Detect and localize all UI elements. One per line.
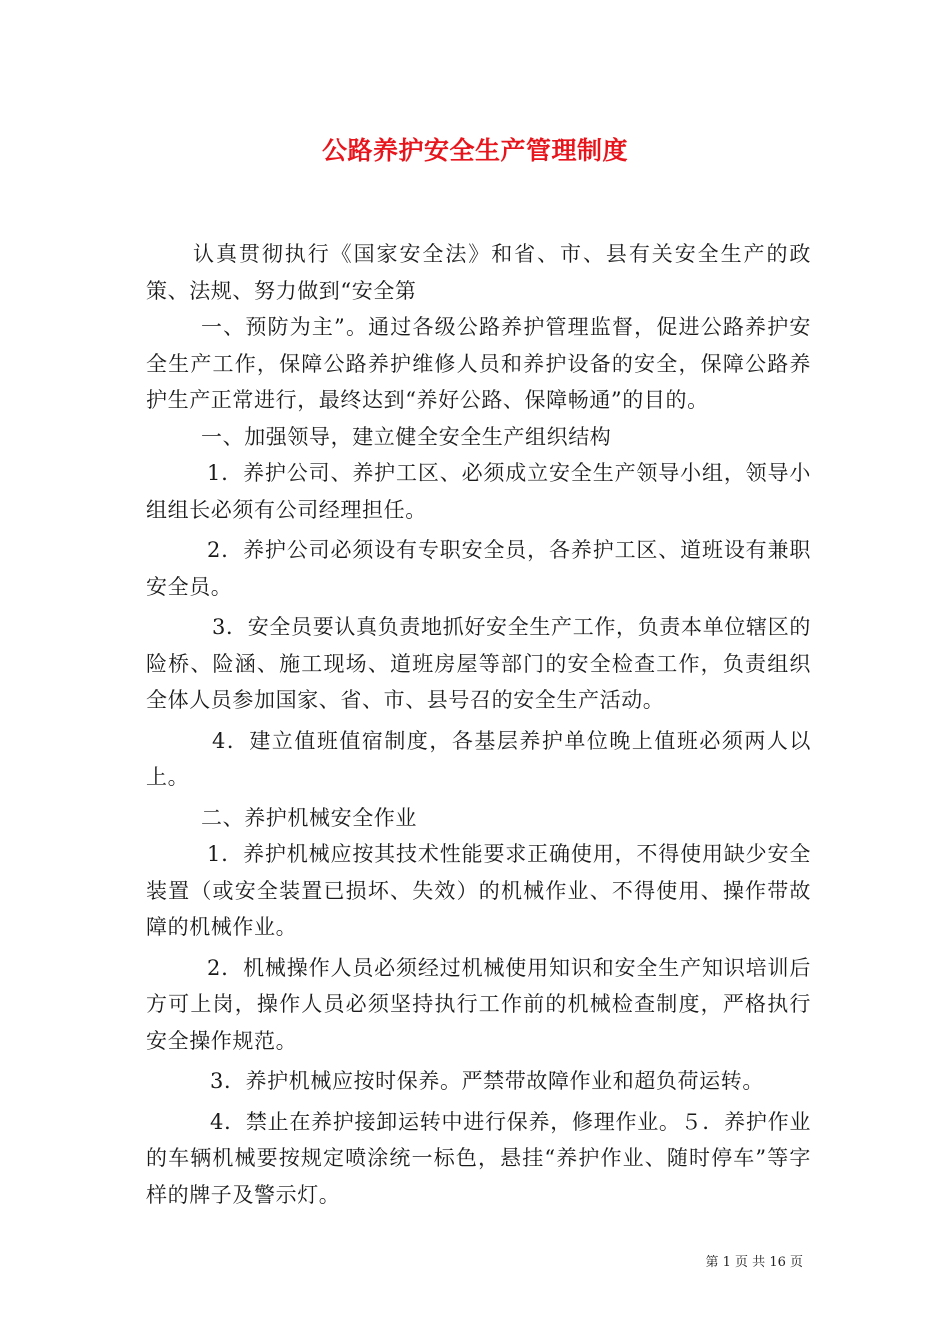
paragraph-intro-continued: 一、预防为主”。通过各级公路养护管理监督，促进公路养护安全生产工作，保障公路养护维修人员和养护设备的安全，保障公路养护生产正常进行，最终达到“养好公路、保障畅通”的目的。	[146, 315, 811, 412]
document-title: 公路养护安全生产管理制度	[321, 136, 628, 165]
section-1-item-3: 3．安全员要认真负责地抓好安全生产工作，负责本单位辖区的险桥、险涵、施工现场、道班房屋等部门的安全检查工作，负责组织全体人员参加国家、省、市、县号召的安全生产活动。	[146, 615, 811, 712]
section-2-item-1: 1．养护机械应按其技术性能要求正确使用，不得使用缺少安全装置（或安全装置已损坏、失效）的机械作业、不得使用、操作带故障的机械作业。	[146, 842, 811, 939]
section-2-item-2: 2．机械操作人员必须经过机械使用知识和安全生产知识培训后方可上岗，操作人员必须坚持执行工作前的机械检查制度，严格执行安全操作规范。	[146, 955, 811, 1053]
document-body	[146, 236, 811, 1213]
section-1-item-4: 4．建立值班值宿制度，各基层养护单位晚上值班必须两人以上。	[146, 728, 811, 789]
section-2-item-4-5: 4．禁止在养护接卸运转中进行保养，修理作业。５．养护作业的车辆机械要按规定喷涂统一标色，悬挂“养护作业、随时停车”等字样的牌子及警示灯。	[146, 1109, 811, 1207]
paragraph-intro: 认真贯彻执行《国家安全法》和省、市、县有关安全生产的政策、法规、努力做到“安全第	[146, 242, 811, 303]
section-heading-1: 一、加强领导，建立健全安全生产组织结构	[201, 424, 612, 449]
page-number: 第 1 页 共 16 页	[705, 1255, 803, 1270]
section-2-item-3: 3．养护机械应按时保养。严禁带故障作业和超负荷运转。	[210, 1069, 764, 1093]
section-1-item-1: 1．养护公司、养护工区、必须成立安全生产领导小组，领导小组组长必须有公司经理担任。	[146, 461, 811, 522]
section-1-item-2: 2．养护公司必须设有专职安全员，各养护工区、道班设有兼职安全员。	[146, 538, 811, 599]
section-heading-2: 二、养护机械安全作业	[201, 805, 417, 830]
